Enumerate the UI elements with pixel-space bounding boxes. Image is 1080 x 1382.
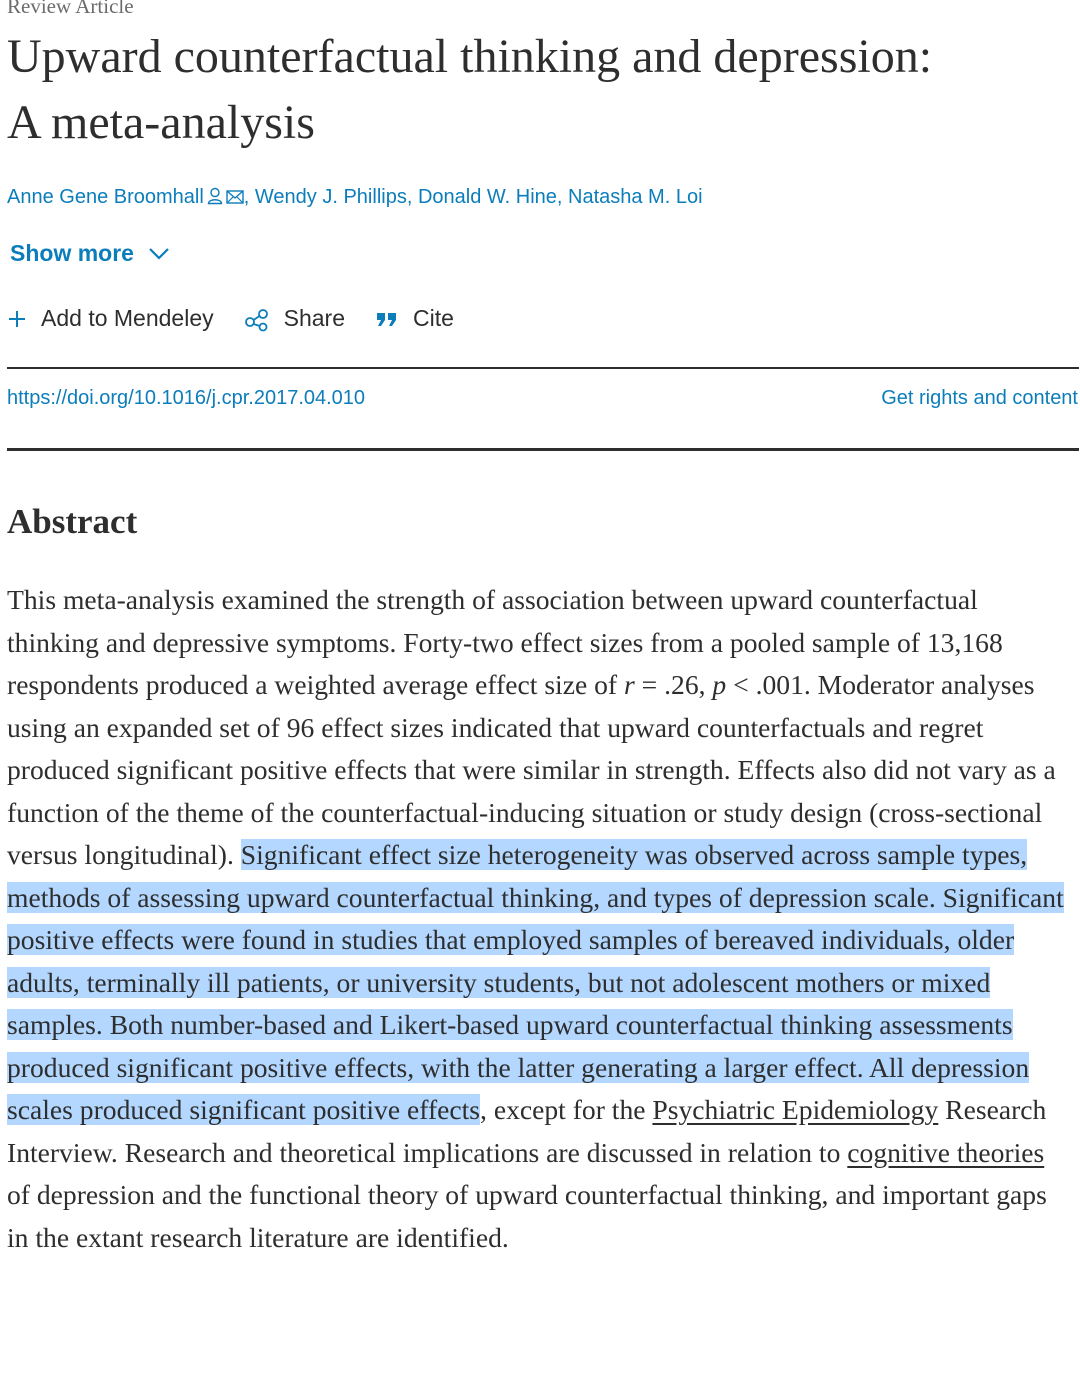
cite-label: Cite xyxy=(413,305,454,331)
author-link-first[interactable]: Anne Gene Broomhall xyxy=(7,186,204,208)
author-list xyxy=(7,186,703,211)
abstract-body xyxy=(7,579,1067,1259)
show-more-button[interactable] xyxy=(10,240,170,267)
psychiatric-epidemiology-link[interactable]: Psychiatric Epidemiology xyxy=(652,1094,939,1125)
author-links-rest[interactable]: , Wendy J. Phillips, Donald W. Hine, Natasha M. Loi xyxy=(243,186,703,208)
share-icon xyxy=(244,306,270,332)
divider-bottom xyxy=(7,448,1079,451)
article-type-label: Review Article xyxy=(7,0,134,18)
article-title xyxy=(7,24,1067,156)
p-symbol: p xyxy=(712,669,727,700)
plus-icon xyxy=(7,309,27,329)
cite-button[interactable] xyxy=(375,305,454,332)
chevron-down-icon xyxy=(148,247,170,261)
doi-row xyxy=(7,387,1078,410)
share-label: Share xyxy=(283,305,345,331)
person-icon[interactable] xyxy=(207,187,223,211)
add-to-mendeley-button[interactable] xyxy=(7,305,214,332)
divider-top xyxy=(7,367,1079,369)
selected-text: Significant effect size heterogeneity was observed across sample types, methods of assessing upward counterfactual thinking, and types of depression scale. Significant positive effects were found in studies that employed samples of bereaved individuals, older adults, terminally ill patients, or university students, but not adolescent mothers or mixed samples. Both number-based and Likert-based upward counterfactual thinking assessments produced significant positive effects, with the latter generating a larger effect. All depression scales produced significant positive effects xyxy=(7,839,1064,1125)
abstract-text-1: This meta-analysis examined the strength of association between upward counterfactual thinking and depressive symptoms. Forty-two effect sizes from a pooled sample of 13,168 respondents produced a weighted average effect size of xyxy=(7,584,1003,700)
abstract-text-2: < .001. Moderator analyses using an expanded set of 96 effect sizes indicated that upward counterfactuals and regret produced significant positive effects that were similar in strength. Effects also did not vary as a function of the theme of the counterfactual-inducing situation or study design (cross-sectional versus longitudinal). xyxy=(7,669,1056,870)
cognitive-theories-link[interactable]: cognitive theories xyxy=(847,1136,1045,1168)
r-value: = .26, xyxy=(634,669,713,700)
doi-link[interactable]: https://doi.org/10.1016/j.cpr.2017.04.010 xyxy=(7,387,366,409)
article-title-line2: A meta-analysis xyxy=(7,96,315,149)
abstract-text-3: , except for the xyxy=(480,1094,653,1125)
show-more-label: Show more xyxy=(10,240,134,266)
envelope-icon[interactable] xyxy=(226,188,244,211)
quote-icon xyxy=(375,309,399,329)
abstract-text-5: of depression and the functional theory of upward counterfactual thinking, and important gaps in the extant research literature are identified. xyxy=(7,1179,1047,1253)
add-to-mendeley-label: Add to Mendeley xyxy=(41,305,214,331)
share-button[interactable] xyxy=(244,305,345,332)
article-actions xyxy=(7,305,484,332)
get-rights-link[interactable]: Get rights and content xyxy=(881,387,1078,409)
article-title-line1: Upward counterfactual thinking and depression: xyxy=(7,30,933,83)
abstract-text-4: Research Interview. Research and theoretical implications are discussed in relation to xyxy=(7,1094,1047,1168)
abstract-heading: Abstract xyxy=(7,502,138,541)
r-symbol: r xyxy=(624,669,635,700)
